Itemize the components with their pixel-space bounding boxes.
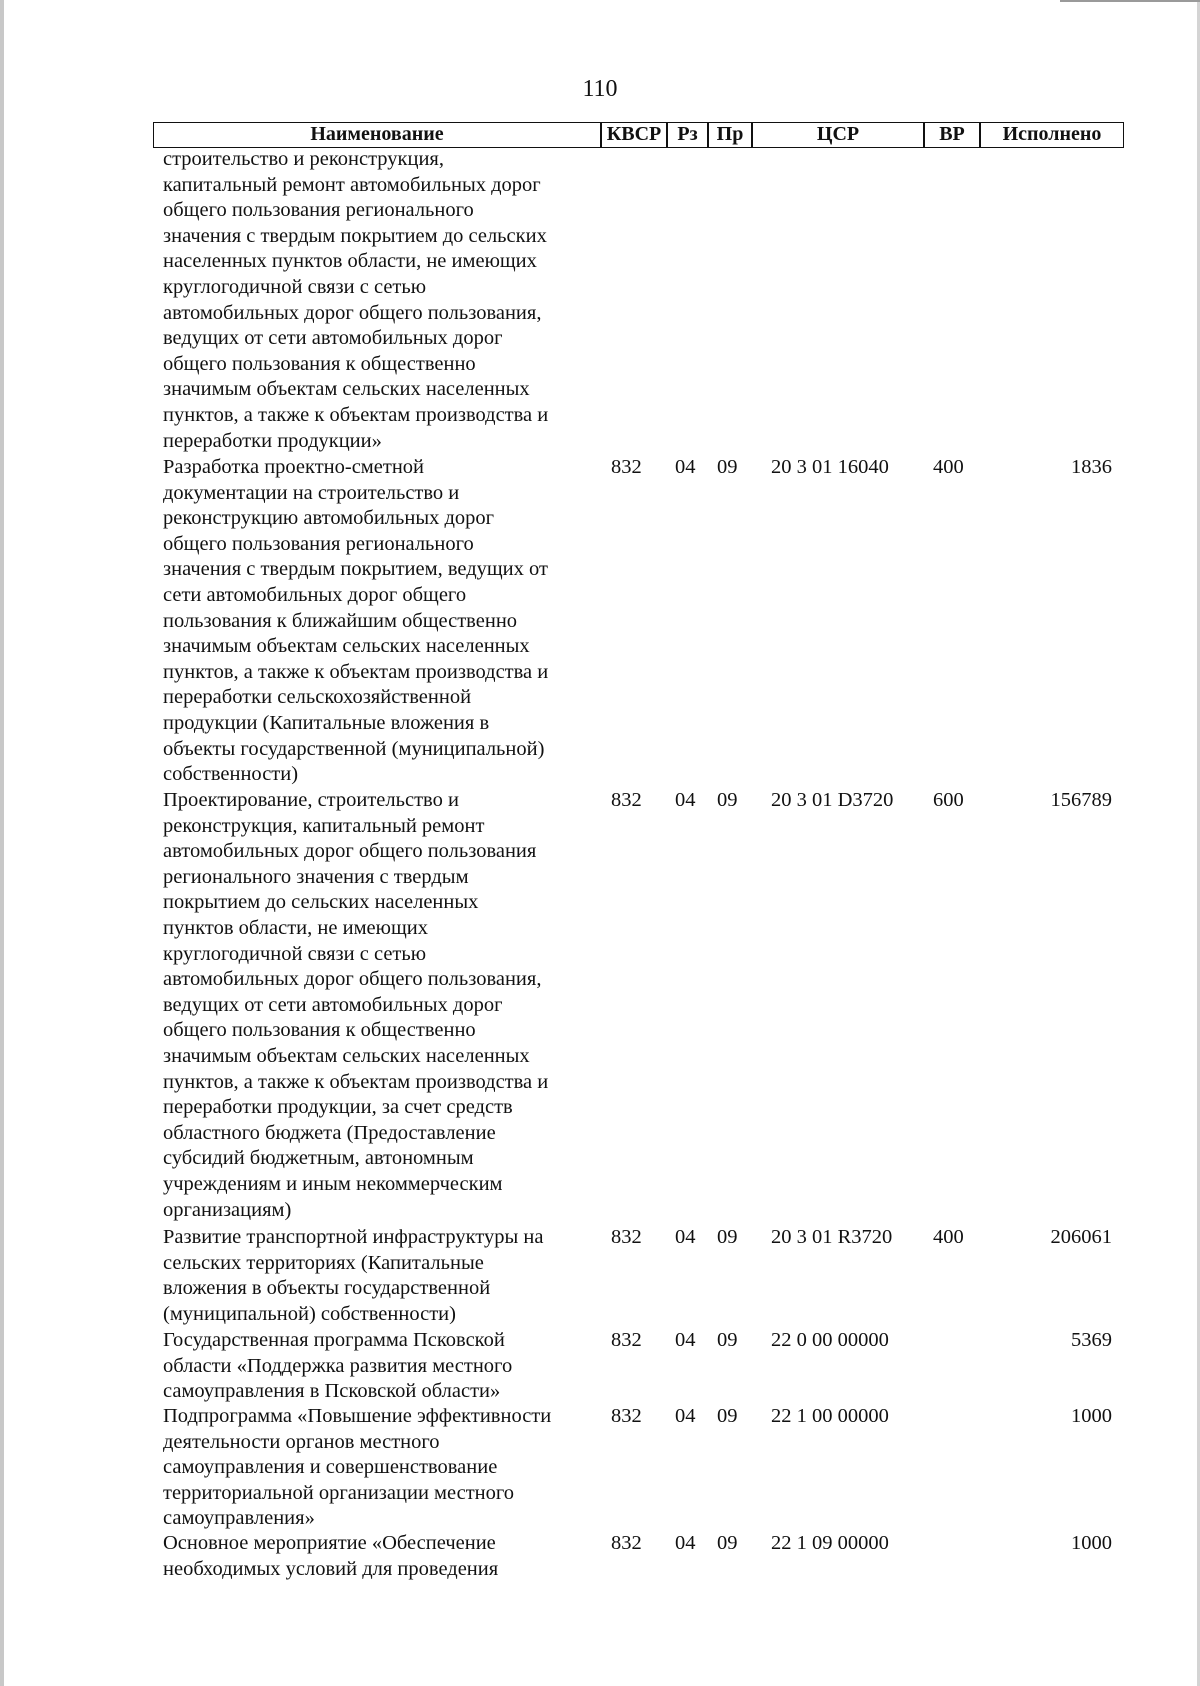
row-rz: 04	[675, 1405, 696, 1427]
row-name: Основное мероприятие «Обеспечение необходимых условий для проведения	[163, 1532, 499, 1580]
row-executed: 1836	[1071, 456, 1112, 478]
row-name: строительство и реконструкция, капитальный ремонт автомобильных дорог общего пользования регионального значения с твердым покрытием до сельских населенных пунктов области, не имеющих круглогодичной связи с сетью автомобильных дорог общего пользования, ведущих от сети автомобильных дорог общего пользования к общественно значимым объектам сельских населенных пунктов, а также к объектам производства и переработки продукции»	[163, 148, 549, 452]
row-kvsr: 832	[611, 1329, 642, 1351]
row-vr: 400	[933, 1226, 964, 1248]
row-executed: 156789	[1050, 789, 1112, 811]
row-csr: 20 3 01 R3720	[771, 1226, 893, 1248]
row-kvsr: 832	[611, 1405, 642, 1427]
row-vr: 600	[933, 789, 964, 811]
row-rz: 04	[675, 1226, 696, 1248]
row-csr: 20 3 01 D3720	[771, 789, 894, 811]
row-name: Государственная программа Псковской области «Поддержка развития местного самоуправления в Псковской области»	[163, 1329, 513, 1403]
row-name: Разработка проектно-сметной документации на строительство и реконструкцию автомобильных дорог общего пользования регионального значения с твердым покрытием, ведущих от сети автомобильных дорог общего пользования к ближайшим общественно значимым объектам сельских населенных пунктов, а также к объектам производства и переработки сельскохозяйственной продукции (Капитальные вложения в объекты государственной (муниципальной) собственности)	[163, 456, 549, 786]
row-executed: 1000	[1071, 1532, 1112, 1554]
row-csr: 22 0 00 00000	[771, 1329, 889, 1351]
row-name: Подпрограмма «Повышение эффективности деятельности органов местного самоуправления и совершенствование территориальной организации местного самоуправления»	[163, 1405, 552, 1530]
row-rz: 04	[675, 1532, 696, 1554]
row-pr: 09	[717, 456, 738, 478]
row-kvsr: 832	[611, 456, 642, 478]
row-pr: 09	[717, 789, 738, 811]
row-pr: 09	[717, 1532, 738, 1554]
row-pr: 09	[717, 1329, 738, 1351]
scan-top-rule	[1060, 0, 1200, 2]
row-kvsr: 832	[611, 789, 642, 811]
header-executed: Исполнено	[980, 122, 1124, 148]
row-vr: 400	[933, 456, 964, 478]
row-executed: 206061	[1050, 1226, 1112, 1248]
row-rz: 04	[675, 789, 696, 811]
scan-edge-left	[0, 0, 4, 1686]
header-name: Наименование	[153, 122, 601, 148]
row-name: Развитие транспортной инфраструктуры на сельских территориях (Капитальные вложения в объекты государственной (муниципальной) собственности)	[163, 1226, 544, 1325]
header-rz: Рз	[667, 122, 708, 148]
row-rz: 04	[675, 1329, 696, 1351]
row-pr: 09	[717, 1226, 738, 1248]
header-kvsr: КВСР	[601, 122, 667, 148]
header-csr: ЦСР	[752, 122, 924, 148]
row-csr: 22 1 09 00000	[771, 1532, 889, 1554]
row-kvsr: 832	[611, 1226, 642, 1248]
row-executed: 1000	[1071, 1405, 1112, 1427]
row-rz: 04	[675, 456, 696, 478]
row-executed: 5369	[1071, 1329, 1112, 1351]
header-vr: ВР	[924, 122, 980, 148]
row-pr: 09	[717, 1405, 738, 1427]
page-number: 110	[582, 76, 618, 102]
row-csr: 22 1 00 00000	[771, 1405, 889, 1427]
row-name: Проектирование, строительство и реконструкция, капитальный ремонт автомобильных дорог общего пользования регионального значения с твердым покрытием до сельских населенных пунктов области, не имеющих круглогодичной связи с сетью автомобильных дорог общего пользования, ведущих от сети автомобильных дорог общего пользования к общественно значимым объектам сельских населенных пунктов, а также к объектам производства и переработки продукции, за счет средств областного бюджета (Предоставление субсидий бюджетным, автономным учреждениям и иным некоммерческим организациям)	[163, 789, 549, 1221]
row-kvsr: 832	[611, 1532, 642, 1554]
row-csr: 20 3 01 16040	[771, 456, 889, 478]
header-pr: Пр	[708, 122, 752, 148]
